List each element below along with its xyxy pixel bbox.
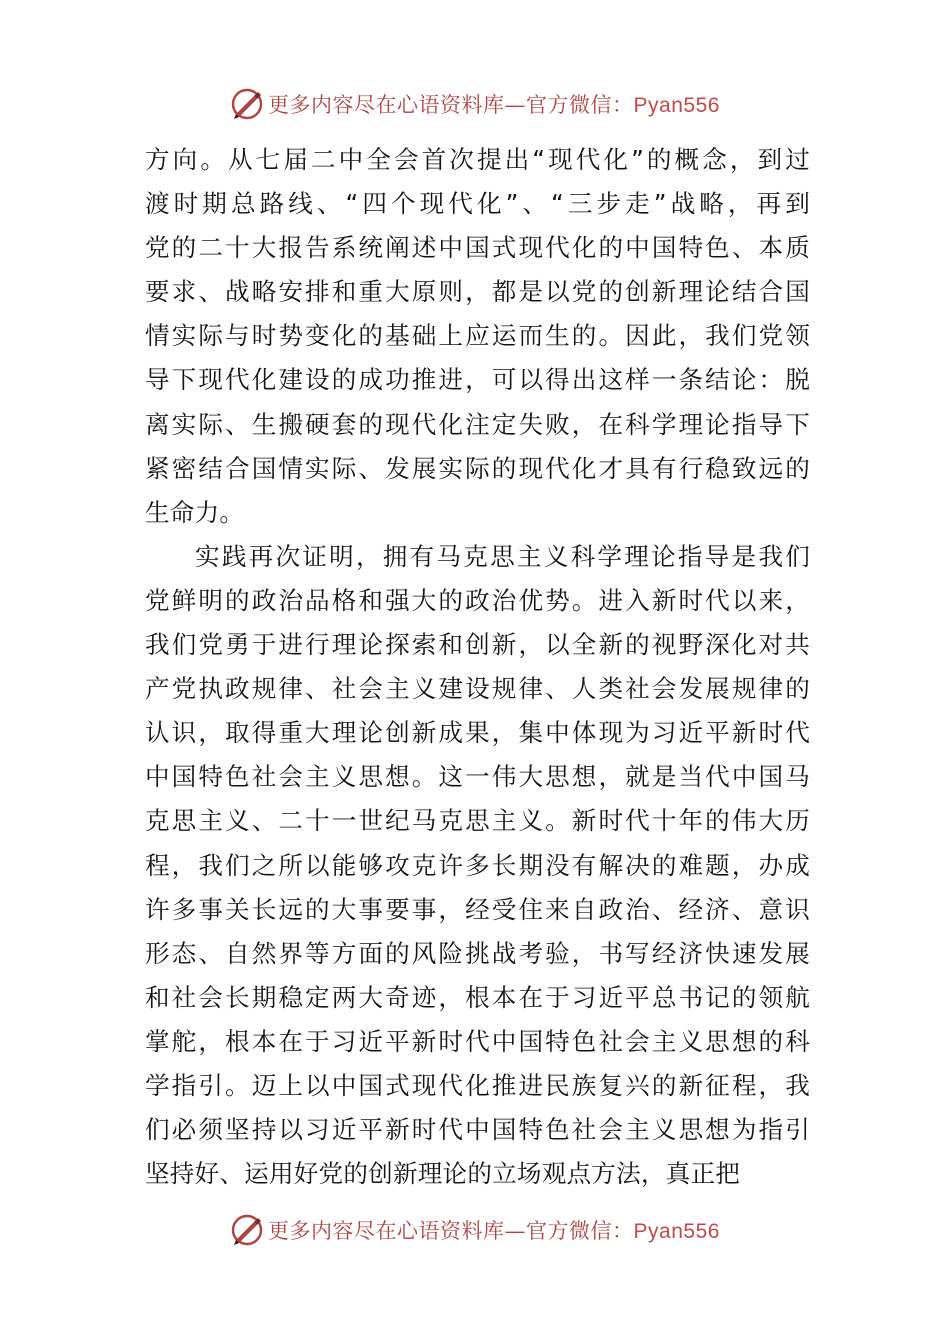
text-line: 导下现代化建设的成功推进，可以得出这样一条结论：脱 — [145, 365, 810, 395]
text-line: 认识，取得重大理论创新成果，集中体现为习近平新时代 — [145, 718, 810, 748]
paragraph — [145, 138, 810, 535]
text-line: 要求、战略安排和重大原则，都是以党的创新理论结合国 — [145, 277, 810, 307]
pen-logo-icon — [230, 1213, 264, 1247]
text-line: 坚持好、运用好党的创新理论的立场观点方法，真正把 — [145, 1159, 741, 1189]
text-line: 渡时期总路线、“四个现代化”、“三步走”战略，再到 — [145, 189, 810, 219]
text-line: 离实际、生搬硬套的现代化注定失败，在科学理论指导下 — [145, 409, 810, 439]
text-line: 形态、自然界等方面的风险挑战考验，书写经济快速发展 — [145, 938, 810, 968]
text-line: 实践再次证明，拥有马克思主义科学理论指导是我们 — [195, 541, 810, 571]
text-line: 紧密结合国情实际、发展实际的现代化才具有行稳致远的 — [145, 453, 810, 483]
footer-banner — [0, 1210, 950, 1250]
header-banner — [0, 84, 950, 124]
text-line: 学指引。迈上以中国式现代化推进民族复兴的新征程，我 — [145, 1070, 810, 1100]
banner-text: 更多内容尽在心语资料库—官方微信：Pyan556 — [268, 1219, 720, 1243]
text-line: 情实际与时势变化的基础上应运而生的。因此，我们党领 — [145, 321, 810, 351]
text-line: 许多事关长远的大事要事，经受住来自政治、经济、意识 — [145, 894, 810, 924]
pen-logo-icon — [230, 87, 264, 121]
text-line: 我们党勇于进行理论探索和创新，以全新的视野深化对共 — [145, 630, 810, 660]
text-line: 产党执政规律、社会主义建设规律、人类社会发展规律的 — [145, 674, 810, 704]
text-line: 程，我们之所以能够攻克许多长期没有解决的难题，办成 — [145, 850, 810, 880]
text-line: 方向。从七届二中全会首次提出“现代化”的概念，到过 — [145, 145, 810, 174]
text-line: 党的二十大报告系统阐述中国式现代化的中国特色、本质 — [145, 233, 810, 263]
paragraph — [145, 535, 810, 1196]
text-line: 党鲜明的政治品格和强大的政治优势。进入新时代以来， — [145, 585, 810, 615]
text-line: 掌舵，根本在于习近平新时代中国特色社会主义思想的科 — [145, 1026, 810, 1056]
text-line: 中国特色社会主义思想。这一伟大思想，就是当代中国马 — [145, 762, 810, 792]
text-line: 和社会长期稳定两大奇迹，根本在于习近平总书记的领航 — [145, 982, 810, 1012]
document-body — [145, 138, 810, 1196]
text-line: 克思主义、二十一世纪马克思主义。新时代十年的伟大历 — [145, 806, 810, 836]
text-line: 生命力。 — [145, 497, 245, 527]
text-line: 们必须坚持以习近平新时代中国特色社会主义思想为指引 — [145, 1115, 810, 1145]
banner-text: 更多内容尽在心语资料库—官方微信：Pyan556 — [268, 93, 720, 117]
